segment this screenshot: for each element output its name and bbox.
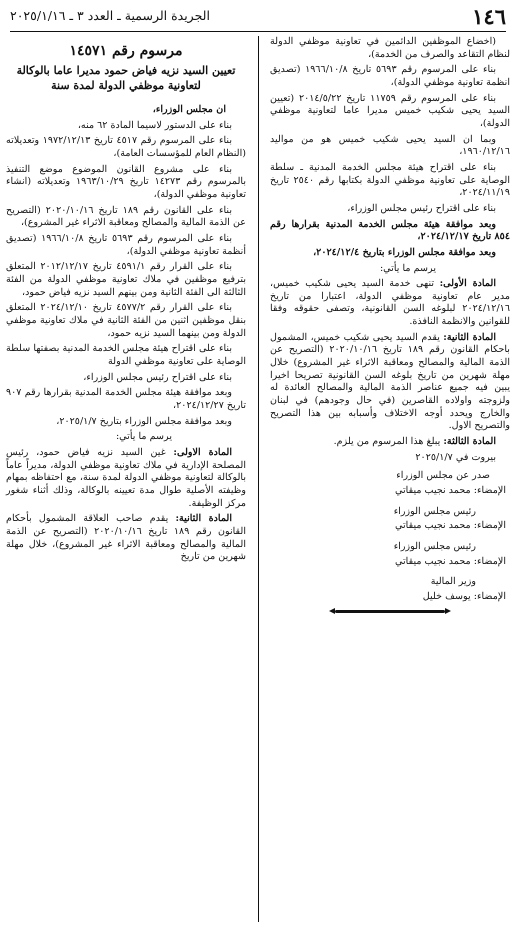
opening: ان مجلس الوزراء، xyxy=(152,104,226,116)
article-label: المادة الثالثة: xyxy=(443,436,496,448)
decree-subject: تعيين السيد نزيه فياض حمود مديرا عاما بالوكالة لتعاونية موظفي الدولة لمدة سنة xyxy=(16,64,236,93)
bold-paragraph: وبعد موافقة هيئة مجلس الخدمة المدنية بقرارها رقم ٨٥٤ تاريخ ٢٠٢٤/١٢/١٧، xyxy=(270,218,510,243)
page-number: ١٤٦ xyxy=(472,3,506,29)
signatory-role: رئيس مجلس الوزراء xyxy=(393,505,476,517)
right-column xyxy=(270,36,510,613)
decree-intro: يرسم ما يأتي: xyxy=(115,431,172,443)
paragraph: بناء على القرار رقم ٤٥٩١/١ تاريخ ٢٠١٢/١٢/١٧ المتعلق بترفيع موظفين في ملاك تعاونية موظفي الدولة من الفئة الثالثة الى الفئة الثانية ومن بينهم السيد نزيه فياض حمود، xyxy=(6,261,246,298)
signature: الإمضاء: محمد نجيب ميقاتي xyxy=(395,555,506,567)
paragraph: وبعد موافقة هيئة مجلس الخدمة المدنية بقرارها رقم ٩٠٧ تاريخ ٢٠٢٤/١٢/٢٧، xyxy=(6,387,246,411)
issued-by: صدر عن مجلس الوزراء xyxy=(396,470,490,482)
page-header xyxy=(10,2,506,32)
decree-number: مرسوم رقم ١٤٥٧١ xyxy=(69,43,183,59)
article xyxy=(270,332,510,433)
article xyxy=(270,436,510,449)
article-text: يقدم السيد يحيى شكيب خميس، المشمول باحكام القانون رقم ١٨٩ تاريخ ٢٠٢٠/١٠/١٦ (التصريح عن الذمة المالية والمصالح ومعاقبة الاثراء غير المشروع) خلال مهلة شهرين من تاريخ بلوغه السن القانونية تصريحا اخيرا يبين فيه جميع عناصر الذمة المالية والمصالح العائدة له ولزوجته واولاده القاصرين (في حال وجودهم) في لبنان والخارج ويحدد أوجه الاختلاف وأسبابه بين هذا التصريح والتصريح الاول. xyxy=(270,331,510,432)
article xyxy=(270,278,510,329)
paragraph: (اخضاع الموظفين الدائمين في تعاونية موظفي الدولة لنظام التقاعد والصرف من الخدمة)، xyxy=(270,36,510,60)
paragraph: بناء على الدستور لاسيما المادة ٦٢ منه، xyxy=(77,119,232,131)
paragraph: بناء على المرسوم رقم ٤٥١٧ تاريخ ١٩٧٢/١٢/١٣ وتعديلاته (النظام العام للمؤسسات العامة)، xyxy=(6,135,246,160)
paragraph: بناء على المرسوم رقم ٥٦٩٣ تاريخ ١٩٦٦/١٠/٨ (تصديق انظمة تعاونية موظفي الدولة)، xyxy=(270,64,510,88)
paragraph: بناء على اقتراح هيئة مجلس الخدمة المدنية ـ سلطة الوصاية على تعاونية موظفي الدولة بكتابها رقم ٢٥٤٠ تاريخ ٢٠٢٤/١١/١٩، xyxy=(270,161,511,199)
gazette-header-title: الجريدة الرسمية ـ العدد ٣ ـ ٢٠٢٥/١/١٦ xyxy=(10,8,210,24)
decree-intro: يرسم ما يأتي: xyxy=(379,262,436,274)
article-text: غين السيد نزيه فياض حمود، رئيس المصلحة الإدارية في ملاك تعاونية موظفي الدولة، مديراً عاماً بالوكالة لتعاونية موظفي الدولة لمدة سنة، مع احتفاظه بمهام وظيفته الأصلية طوال مدة تعيينه بالوكالة، وذلك أثناء شغور مركز الوظيفة. xyxy=(6,446,246,509)
signatory-role: رئيس مجلس الوزراء xyxy=(393,540,476,552)
bold-paragraph: وبعد موافقة مجلس الوزراء بتاريخ ٢٠٢٤/١٢/٤، xyxy=(313,246,496,258)
decorative-divider-rule xyxy=(335,610,445,613)
article-label: المادة الثانية: xyxy=(443,331,496,343)
signature: الإمضاء: يوسف خليل xyxy=(422,590,506,602)
article-text: تنهى خدمة السيد يحيى شكيب خميس، مدير عام تعاونية موظفي الدولة، اعتبارا من تاريخ ٢٠٢٤/١٢/١٦ لبلوغه السن القانونية، وتصفى حقوقه وفقا للقوانين والانظمة النافذة. xyxy=(270,278,510,328)
article xyxy=(6,513,246,564)
paragraph: بناء على المرسوم رقم ٥٦٩٣ تاريخ ١٩٦٦/١٠/٨ (تصديق أنظمة تعاونية موظفي الدولة)، xyxy=(6,233,246,257)
article xyxy=(6,447,246,510)
article-text: يبلغ هذا المرسوم من يلزم. xyxy=(333,436,441,448)
paragraph: بناء على اقتراح رئيس مجلس الوزراء، xyxy=(83,371,232,383)
article-text: يقدم صاحب العلاقة المشمول بأحكام القانون رقم ١٨٩ تاريخ ٢٠٢٠/١٠/١٦ (التصريح عن الذمة المالية والمصالح ومعاقبة الاثراء غير المشروع)، خلال مهلة شهرين من تاريخ xyxy=(6,513,246,563)
paragraph: وبعد موافقة مجلس الوزراء بتاريخ ٢٠٢٥/١/٧، xyxy=(56,415,232,427)
article-label: المادة الاولى: xyxy=(173,446,232,458)
paragraph: بناء على مشروع القانون الموضوع موضع التنفيذ بالمرسوم رقم ١٤٢٧٣ تاريخ ١٩٦٣/١٠/٢٩ وتعديلاته (انشاء تعاونية موظفي الدولة)، xyxy=(6,163,246,201)
paragraph: بناء على القانون رقم ١٨٩ تاريخ ٢٠٢٠/١٠/١٦ (التصريح عن الذمة المالية والمصالح ومعاقبة الاثراء غير المشروع)، xyxy=(6,204,246,229)
article-label: المادة الأولى: xyxy=(439,278,496,290)
place-date: بيروت في ٢٠٢٥/١/٧ xyxy=(415,451,496,463)
signatory-role: وزير المالية xyxy=(430,576,476,588)
paragraph: وبما ان السيد يحيى شكيب خميس هو من مواليد ١٩٦٠/١٢/١٦، xyxy=(270,133,510,158)
article-label: المادة الثانية: xyxy=(175,513,232,525)
signature-block xyxy=(270,470,510,603)
column-divider xyxy=(258,36,259,922)
left-column xyxy=(6,36,246,567)
signature: الإمضاء: محمد نجيب ميقاتي xyxy=(395,520,506,532)
paragraph: بناء على اقتراح هيئة مجلس الخدمة المدنية بصفتها سلطة الوصاية على تعاونية موظفي الدولة xyxy=(6,343,246,367)
paragraph: بناء على المرسوم رقم ١١٧٥٩ تاريخ ٢٠١٤/٥/٢٢ (تعيين السيد يحيى شكيب خميس مديرا عاما لتعاونية موظفي الدولة)، xyxy=(270,92,510,129)
paragraph: بناء على اقتراح رئيس مجلس الوزراء، xyxy=(347,202,496,214)
signature: الإمضاء: محمد نجيب ميقاتي xyxy=(395,485,506,496)
paragraph: بناء على القرار رقم ٤٥٧٧/٢ تاريخ ٢٠٢٤/١٢/١٠ المتعلق بنقل موظفين اثنين من الفئة الثانية في ملاك تعاونية موظفي الدولة ومن بينهما السيد نزيه حمود، xyxy=(6,302,246,339)
